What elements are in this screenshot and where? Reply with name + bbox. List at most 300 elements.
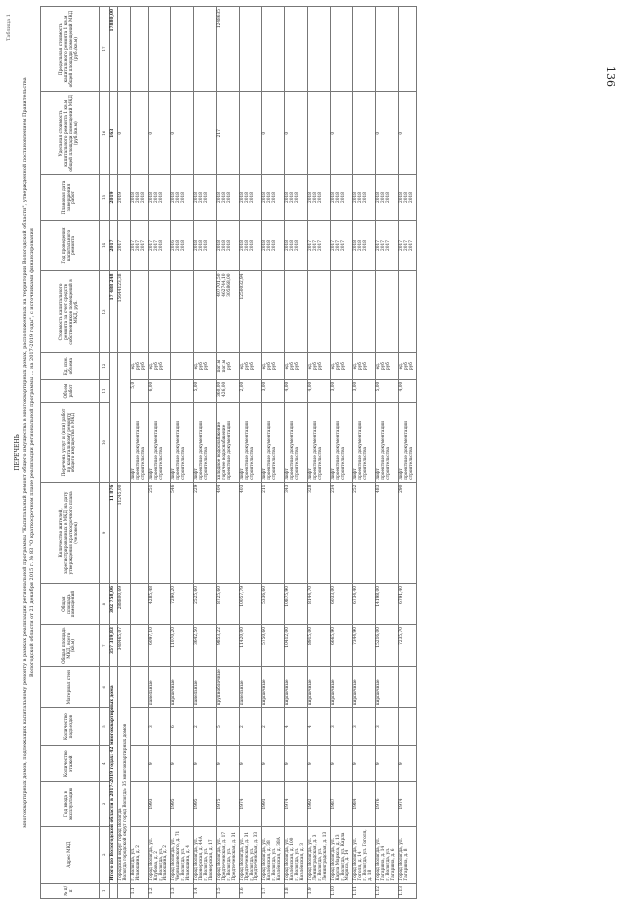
- cell-line: ед.: [194, 362, 200, 370]
- cell-cost: [285, 271, 308, 353]
- cell-line: 9: [353, 762, 359, 766]
- cell-pod: [353, 708, 376, 746]
- cell-year: [353, 782, 376, 826]
- cell-line: 1.2: [148, 887, 154, 895]
- cell-line: 1995: [194, 798, 200, 810]
- cell-y: [171, 220, 194, 271]
- cell-fl: [285, 746, 308, 782]
- cell-line: кирпичные: [353, 679, 359, 706]
- cell-line: 2018: [140, 192, 146, 203]
- column-header: Общая площадь помещений: [41, 584, 100, 625]
- column-number: 7: [100, 625, 110, 667]
- cell-line: 2017: [376, 240, 382, 251]
- cell-l: [285, 7, 308, 92]
- table-row: [376, 7, 399, 899]
- cell-line: 2: [262, 725, 268, 728]
- cell-work: [194, 403, 217, 482]
- group-label-2: Вологда городской округ город Вологда: 35 многоквартирных домов: [122, 723, 128, 881]
- cell-line: 1991: [262, 798, 268, 810]
- cell-line: 2018: [398, 192, 404, 203]
- cell-work: [239, 403, 262, 482]
- table-row: [148, 7, 171, 899]
- cell-u: [376, 92, 399, 175]
- cell-line: г. Вологда, ул. Ленинградская, д. 13: [317, 831, 328, 881]
- cell-p: [285, 175, 308, 220]
- cell-year: [398, 782, 416, 826]
- cell-line: руб: [267, 362, 273, 371]
- cell-line: 9: [307, 762, 313, 766]
- cell-vol: [194, 379, 217, 403]
- cell-line: 9: [285, 762, 291, 766]
- cell-line: ед.: [285, 362, 291, 370]
- cell-line: 290: [398, 484, 404, 493]
- cell-line: 0: [148, 131, 154, 135]
- cell-l: [376, 7, 399, 92]
- cell-line: проектные документации строительства: [335, 421, 346, 480]
- cell-line: Город Вологда, ул. Карла Маркса, д. 13: [330, 834, 341, 881]
- cell-line: панельные: [148, 680, 154, 706]
- cell-vol: [398, 379, 416, 403]
- table-row: [262, 7, 285, 899]
- cell-work: [216, 403, 239, 482]
- cell-line: 2018: [340, 192, 346, 203]
- cell-vol: [148, 379, 171, 403]
- cell-year: [330, 782, 353, 826]
- summary-area2: 302 758,06: [110, 584, 118, 625]
- cell-u: [216, 92, 239, 175]
- cell-line: 2018: [267, 192, 273, 203]
- cell-line: 7235,70: [398, 627, 404, 645]
- cell-line: 9: [194, 762, 200, 766]
- table-row: [285, 7, 308, 899]
- cell-line: 1.12: [376, 886, 382, 896]
- cell-line: 2018: [363, 192, 369, 203]
- cell-line: 2018: [376, 192, 382, 203]
- table-row: [398, 7, 416, 899]
- cell-line: 15216,00: [376, 627, 382, 648]
- group-area: 348465,07: [117, 625, 130, 667]
- column-header: Год проведения капитального ремонта: [41, 220, 100, 271]
- cell-line: 3,00: [353, 381, 359, 392]
- cell-line: 1.11: [353, 886, 359, 896]
- cell-line: г. Вологда, ул. Козлёнская, д. 3: [295, 843, 305, 881]
- cell-work: [398, 403, 416, 482]
- cell-u: [285, 92, 308, 175]
- cell-line: 546: [171, 484, 177, 493]
- cell-l: [148, 7, 171, 92]
- cell-pod: [398, 708, 416, 746]
- cell-line: 10412,00: [285, 627, 291, 648]
- cell-line: проектные документации строительства: [153, 421, 164, 480]
- cell-line: 1987: [330, 798, 336, 810]
- cell-line: руб: [340, 362, 346, 371]
- cell-y: [353, 220, 376, 271]
- cell-line: 229: [194, 484, 200, 493]
- cell-line: Город Вологда, ул. Гоголя, д. 14: [353, 837, 364, 881]
- cell-line: 0: [171, 131, 177, 135]
- cell-a2: [239, 584, 262, 625]
- cell-unit: [148, 353, 171, 379]
- cell-line: 11420,00: [239, 627, 245, 648]
- cell-pp: [262, 482, 285, 583]
- cell-l: [353, 7, 376, 92]
- cell-line: 2018: [181, 240, 187, 251]
- cell-line: руб: [140, 362, 146, 371]
- cell-cost: [130, 271, 148, 353]
- cell-line: 4: [307, 725, 313, 728]
- cell-line: 2018: [148, 192, 154, 203]
- cell-p: [130, 175, 148, 220]
- cell-l: [194, 7, 217, 92]
- cell-addr: [285, 826, 308, 883]
- cell-line: 2,00: [239, 381, 245, 392]
- cell-n: [239, 883, 262, 898]
- cell-line: лифт: [194, 468, 200, 480]
- cell-line: 2016: [171, 240, 177, 251]
- cell-line: проектные документации строительства: [381, 421, 391, 480]
- cell-line: 2017: [140, 240, 146, 251]
- cell-pp: [194, 482, 217, 583]
- cell-line: 251: [148, 484, 154, 493]
- cell-line: 2018: [363, 240, 369, 251]
- cell-unit: [353, 353, 376, 379]
- cell-pod: [194, 708, 217, 746]
- cell-line: 2018: [272, 192, 278, 203]
- cell-line: 2018: [307, 192, 313, 203]
- column-number: 4: [100, 746, 110, 782]
- cell-line: 483: [376, 484, 382, 493]
- cell-fl: [376, 746, 399, 782]
- cell-a2: [353, 584, 376, 625]
- cell-line: 462744,10: [221, 273, 227, 297]
- group-area2: 288800,69: [117, 584, 130, 625]
- cell-u: [148, 92, 171, 175]
- cell-line: холодное водоснабжение: [216, 421, 222, 480]
- cell-line: проектные документации строительства: [199, 421, 209, 480]
- column-header: Перечень услуг и (или) работ по капитальному ремонту общего имущества в МКД: [41, 403, 100, 482]
- cell-cost: [353, 271, 376, 353]
- cell-line: 4,00: [398, 381, 404, 392]
- cell-line: 2018: [262, 192, 268, 203]
- cell-line: г. Вологда, ул. Гоголя, д. 18: [363, 829, 374, 881]
- cell-line: 3: [330, 725, 336, 728]
- cell-line: 3642,50: [194, 627, 200, 645]
- cell-pp: [307, 482, 330, 583]
- cell-line: 2018: [386, 192, 391, 203]
- cell-line: 9: [148, 762, 154, 766]
- column-number: 14: [100, 220, 110, 271]
- cell-cost: [239, 271, 262, 353]
- cell-year: [194, 782, 217, 826]
- cell-line: 9: [239, 762, 245, 766]
- cell-line: 6: [171, 725, 177, 728]
- cell-unit: [307, 353, 330, 379]
- cell-line: Город Вологда, ул. Козлёнская, д. 100: [285, 837, 296, 881]
- cell-line: 5,00: [376, 381, 382, 392]
- cell-line: ед.: [330, 362, 336, 370]
- cell-l: [171, 7, 194, 92]
- cell-pod: [262, 708, 285, 746]
- cell-line: проектные документации: [226, 421, 232, 480]
- cell-unit: [171, 353, 194, 379]
- cell-line: 2018: [181, 192, 187, 203]
- cell-pod: [216, 708, 239, 746]
- cell-vol: [239, 379, 262, 403]
- summary-year: 2017: [110, 220, 118, 271]
- cell-line: руб: [290, 362, 296, 371]
- cell-mat: [262, 667, 285, 708]
- cell-line: 234: [330, 484, 336, 493]
- cell-p: [216, 175, 239, 220]
- cell-y: [285, 220, 308, 271]
- cell-line: 1.5: [216, 887, 222, 895]
- cell-cost: [307, 271, 330, 353]
- cell-work: [330, 403, 353, 482]
- cell-line: руб: [312, 362, 318, 371]
- cell-mat: [148, 667, 171, 708]
- cell-line: 1.8: [285, 887, 291, 895]
- cell-line: 10875,90: [285, 586, 291, 607]
- table-row: [239, 7, 262, 899]
- cell-line: 2018: [244, 192, 250, 203]
- cell-work: [262, 403, 285, 482]
- cell-line: ед.: [239, 362, 245, 370]
- cell-year: [130, 782, 148, 826]
- column-number: 6: [100, 667, 110, 708]
- cell-line: ед.: [130, 362, 136, 370]
- cell-line: 1.9: [307, 887, 313, 895]
- cell-year: [307, 782, 330, 826]
- cell-mat: [171, 667, 194, 708]
- cell-line: 407701,50: [216, 273, 222, 297]
- cell-year: [262, 782, 285, 826]
- cell-cost: [171, 271, 194, 353]
- cell-line: 2018: [221, 192, 227, 203]
- cell-a2: [376, 584, 399, 625]
- cell-line: 2017: [148, 240, 154, 251]
- cell-y: [330, 220, 353, 271]
- cell-p: [353, 175, 376, 220]
- cell-line: 9: [262, 762, 268, 766]
- group-year: 2017: [117, 220, 130, 271]
- cell-line: 6033,00: [330, 586, 336, 604]
- cell-line: г. Вологда, ул. Предтеченская, д. 31: [226, 831, 237, 881]
- cell-cost: [398, 271, 416, 353]
- cell-line: Город Вологда, ул. Гагарина, д. 14: [376, 837, 387, 881]
- cell-cost: [330, 271, 353, 353]
- cell-year: [148, 782, 171, 826]
- cell-line: 343: [285, 484, 291, 493]
- cell-a2: [262, 584, 285, 625]
- group-plan: 2019: [117, 175, 130, 220]
- cell-pp: [130, 482, 148, 583]
- table-row: [330, 7, 353, 899]
- cell-line: кирпичные: [330, 679, 336, 706]
- group-unit: 0: [117, 92, 130, 175]
- cell-line: 3: [353, 725, 359, 728]
- cell-line: проектные документации строительства: [176, 421, 187, 480]
- column-number: 17: [100, 7, 110, 92]
- cell-line: 2017: [330, 240, 336, 251]
- cell-line: 2018: [199, 192, 205, 203]
- cell-line: 1.3: [171, 887, 177, 895]
- cell-line: 4285,48: [148, 586, 154, 604]
- cell-l: [262, 7, 285, 92]
- cell-pod: [307, 708, 330, 746]
- cell-a2: [398, 584, 416, 625]
- cell-line: Город Вологда, ул. Гагарина, д. 8: [398, 837, 409, 881]
- cell-unit: [285, 353, 308, 379]
- cell-line: 1.13: [398, 886, 404, 896]
- cell-line: 2018: [335, 192, 341, 203]
- cell-mat: [239, 667, 262, 708]
- column-number: 12: [100, 353, 110, 379]
- cell-line: Город Вологда, ул. Ленинградская, д. 3: [307, 834, 318, 881]
- cell-pp: [216, 482, 239, 583]
- cell-line: горячее водоснабжение: [221, 424, 227, 480]
- cell-n: [148, 883, 171, 898]
- cell-line: г. Вологда, ул. Гагарина, д. 6: [386, 847, 396, 881]
- column-header: Количество жителей, зарегистрированных в МКД на дату утверждения краткосрочного плана (человек): [41, 482, 100, 583]
- cell-unit: [239, 353, 262, 379]
- cell-a1: [216, 625, 239, 667]
- summary-label: Итого по Вологодской области в 2017-2019 годах: 42 многоквартирных дома: [110, 667, 118, 883]
- cell-unit: [130, 353, 148, 379]
- cell-line: 11070,20: [171, 627, 177, 648]
- cell-line: 2018: [353, 240, 359, 251]
- cell-vol: [130, 379, 148, 403]
- cell-fl: [130, 746, 148, 782]
- cell-line: 7290,20: [171, 586, 177, 604]
- cell-line: г. Вологда, ул. Карла Маркса, д. 14: [340, 832, 351, 881]
- cell-line: 2: [194, 725, 200, 728]
- cell-line: 1974: [239, 798, 245, 810]
- cell-n: [353, 883, 376, 898]
- cell-n: [262, 883, 285, 898]
- cell-u: [194, 92, 217, 175]
- cell-p: [171, 175, 194, 220]
- cell-line: 2018: [216, 192, 222, 203]
- cell-a2: [307, 584, 330, 625]
- cell-line: 2018: [226, 240, 232, 251]
- cell-n: [285, 883, 308, 898]
- cell-l: [239, 7, 262, 92]
- page-number: 136: [604, 66, 617, 87]
- cell-line: 1.6: [239, 887, 245, 895]
- cell-p: [330, 175, 353, 220]
- column-header: Удельная стоимость капитального ремонта 1 кв.м общей площади помещений МКД (руб./кв.м): [41, 92, 100, 175]
- document-title: ПЕРЕЧЕНЬ: [14, 434, 21, 471]
- cell-a2: [285, 584, 308, 625]
- cell-line: 1.10: [330, 886, 336, 896]
- column-number: 1: [100, 883, 110, 898]
- cell-line: лифт: [239, 468, 245, 480]
- cell-line: 3: [376, 725, 382, 728]
- cell-line: Город Вологда, ул. Предтеченская, д. 17: [216, 831, 227, 881]
- column-header: Общая площадь МКД, всего (кв.м): [41, 625, 100, 667]
- cell-line: г. Вологда, ул. Козлёнская, д. 38А: [272, 837, 283, 881]
- cell-line: проектные документации строительства: [290, 421, 300, 480]
- cell-vol: [330, 379, 353, 403]
- summary-plan: 2019: [110, 175, 118, 220]
- cell-line: руб: [272, 362, 278, 371]
- column-number: 15: [100, 175, 110, 220]
- cell-line: панельные: [194, 680, 200, 706]
- cell-vol: [171, 379, 194, 403]
- cell-n: [171, 883, 194, 898]
- cell-a1: [262, 625, 285, 667]
- cell-line: 14198,00: [376, 586, 382, 607]
- cell-pp: [398, 482, 416, 583]
- cell-p: [262, 175, 285, 220]
- cell-cost: [194, 271, 217, 353]
- cell-line: 2018: [330, 192, 336, 203]
- cell-line: 2018: [204, 192, 209, 203]
- cell-line: 1248635: [216, 9, 222, 29]
- cell-line: 2018: [239, 192, 245, 203]
- cell-line: 2018: [262, 240, 268, 251]
- cell-line: 2018: [194, 240, 200, 251]
- cell-addr: [262, 826, 285, 883]
- cell-line: 2017: [335, 240, 341, 251]
- cell-line: 217: [216, 129, 222, 138]
- cell-unit: [194, 353, 217, 379]
- cell-u: [262, 92, 285, 175]
- houses-table: [40, 6, 417, 899]
- cell-vol: [307, 379, 330, 403]
- cell-unit: [376, 353, 399, 379]
- cell-a2: [216, 584, 239, 625]
- cell-pod: [130, 708, 148, 746]
- cell-y: [216, 220, 239, 271]
- cell-line: 2018: [285, 192, 291, 203]
- cell-addr: [353, 826, 376, 883]
- cell-addr: [398, 826, 416, 883]
- cell-fl: [194, 746, 217, 782]
- group-people: 11245,00: [117, 482, 130, 583]
- column-number: 13: [100, 271, 110, 353]
- cell-n: [376, 883, 399, 898]
- cell-line: 2018: [408, 192, 414, 203]
- cell-line: 2525,60: [194, 586, 200, 604]
- cell-line: руб: [295, 362, 300, 371]
- cell-line: проектные документации строительства: [403, 421, 414, 480]
- cell-line: 1.1: [130, 887, 136, 895]
- cell-n: [216, 883, 239, 898]
- cell-line: лифт: [148, 468, 154, 480]
- cell-line: 2018: [216, 240, 222, 251]
- cell-line: Город Вологда, ул. Пионерская, д. 44А: [194, 836, 205, 881]
- cell-line: 1.7: [262, 887, 268, 895]
- cell-a2: [330, 584, 353, 625]
- cell-line: 1.4: [194, 887, 200, 895]
- cell-line: 2018: [221, 240, 227, 251]
- cell-fl: [307, 746, 330, 782]
- cell-y: [239, 220, 262, 271]
- cell-line: 5: [216, 725, 222, 728]
- cell-line: 2018: [267, 240, 273, 251]
- cell-fl: [148, 746, 171, 782]
- cell-p: [148, 175, 171, 220]
- cell-line: 1992: [307, 798, 313, 810]
- cell-line: 2017: [340, 240, 346, 251]
- cell-mat: [285, 667, 308, 708]
- column-number-row: [100, 7, 110, 899]
- column-number: 16: [100, 92, 110, 175]
- cell-fl: [398, 746, 416, 782]
- cell-vol: [262, 379, 285, 403]
- cell-fl: [330, 746, 353, 782]
